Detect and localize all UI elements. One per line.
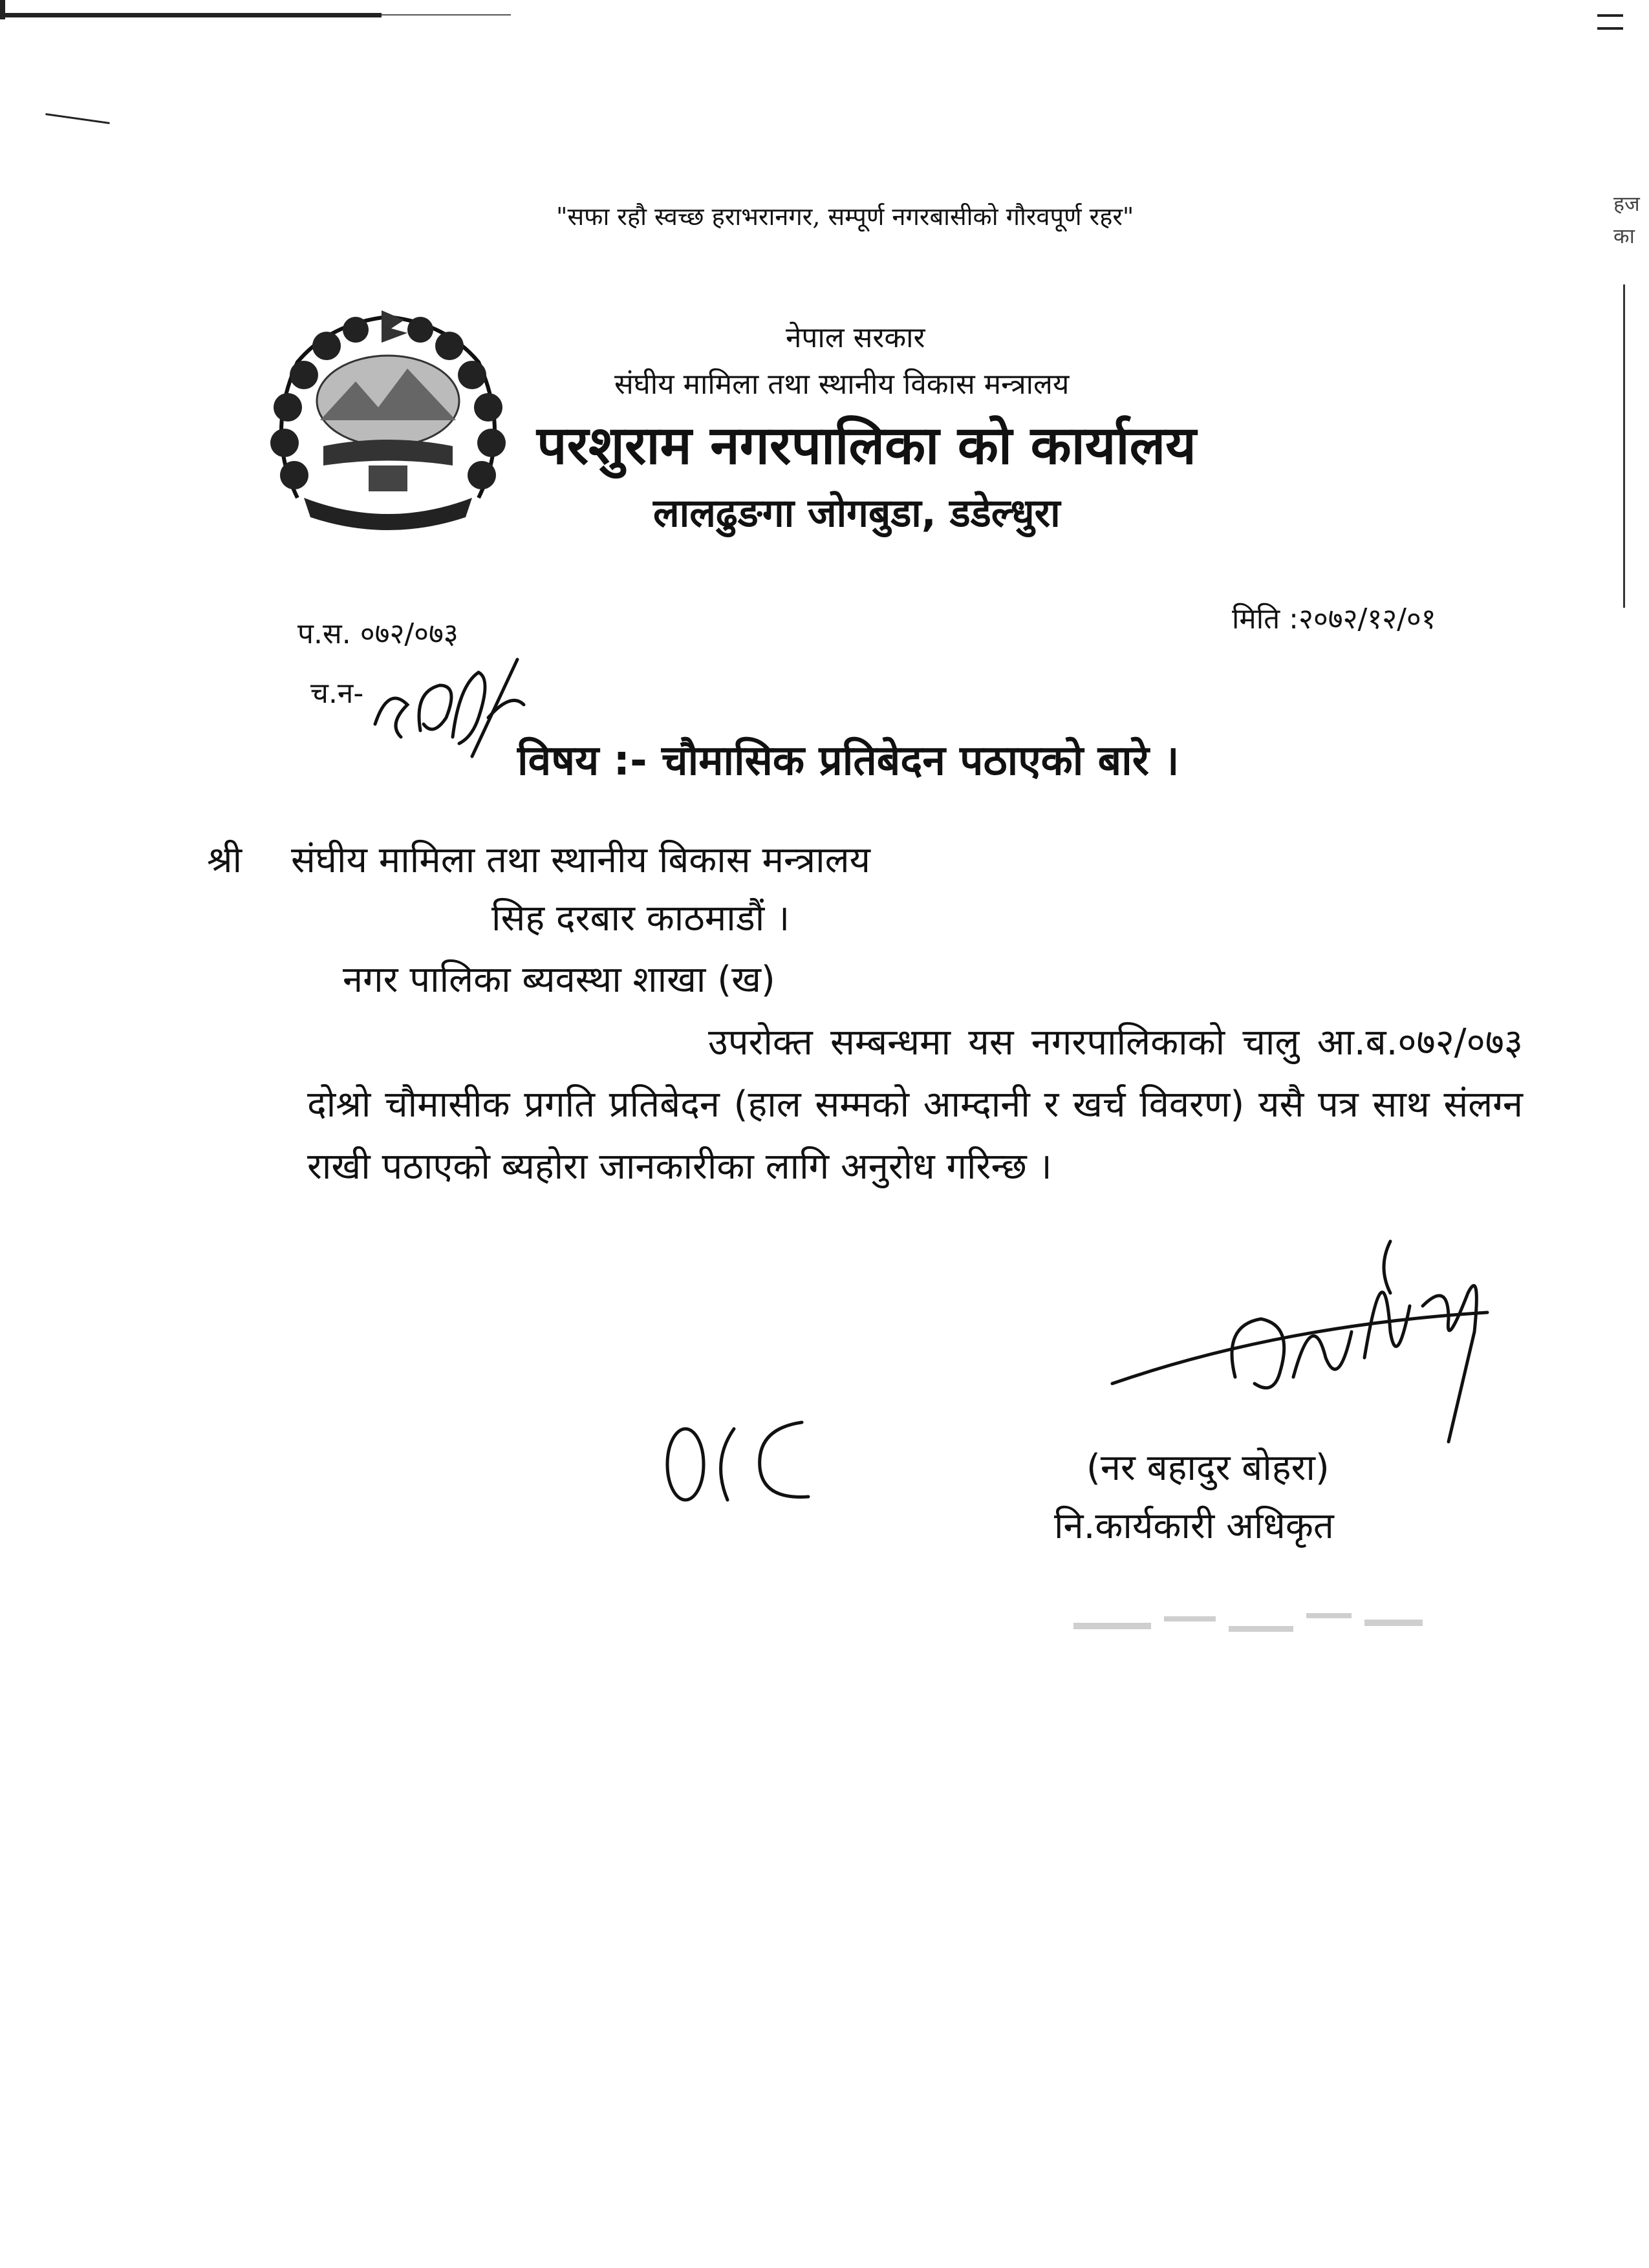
office-name: परशुराम नगरपालिका को कार्यालय (537, 415, 1196, 476)
scan-mark (1597, 27, 1623, 30)
nepal-emblem-icon (259, 304, 517, 537)
scan-mark (45, 113, 109, 124)
addressee-name: संघीय मामिला तथा स्थानीय बिकास मन्त्रालय (291, 839, 871, 881)
signatory-name: (नर बहादुर बोहरा) (1086, 1447, 1330, 1489)
handwritten-oic-annotation (653, 1403, 847, 1506)
government-name: नेपाल सरकार (786, 321, 925, 354)
signatory-title: नि.कार्यकारी अधिकृत (1054, 1505, 1334, 1547)
ministry-name: संघीय मामिला तथा स्थानीय विकास मन्त्रालय (614, 368, 1070, 401)
addressee-branch: नगर पालिका ब्यवस्था शाखा (ख) (343, 959, 775, 1001)
scan-edge-line (0, 13, 382, 17)
scan-margin-rule (1623, 284, 1625, 608)
scan-mark (1597, 14, 1623, 17)
scan-edge-line (382, 14, 511, 16)
letter-subject: विषय :- चौमासिक प्रतिबेदन पठाएको बारे । (517, 737, 1180, 785)
addressee-prefix: श्री (207, 839, 242, 881)
motto: "सफा रहौ स्वच्छ हराभरानगर, सम्पूर्ण नगरबासीको गौरवपूर्ण रहर" (556, 202, 1134, 231)
letter-date: मिति :२०७२/१२/०१ (1232, 603, 1436, 636)
faint-stamp-residue (1067, 1603, 1429, 1649)
margin-text: हज का (1613, 191, 1640, 248)
office-address: लालढुङगा जोगबुडा, डडेल्धुरा (653, 491, 1061, 536)
reference-number: प.स. ०७२/०७३ (297, 617, 458, 650)
scan-edge-line (0, 0, 5, 19)
addressee-place: सिह दरबार काठमाडौं । (491, 897, 790, 939)
letter-body: उपरोक्त सम्बन्धमा यस नगरपालिकाको चालु आ.ब.०७२/०७३ दोश्रो चौमासीक प्रगति प्रतिबेदन (हाल सम्मको आम्दानी र खर्च विवरण) यसै पत्र साथ संलग्न राखी पठाएको ब्यहोरा जानकारीका लागि अनुरोध गरिन्छ । (307, 1022, 1523, 1188)
dispatch-number-label: च.न- (310, 677, 364, 710)
